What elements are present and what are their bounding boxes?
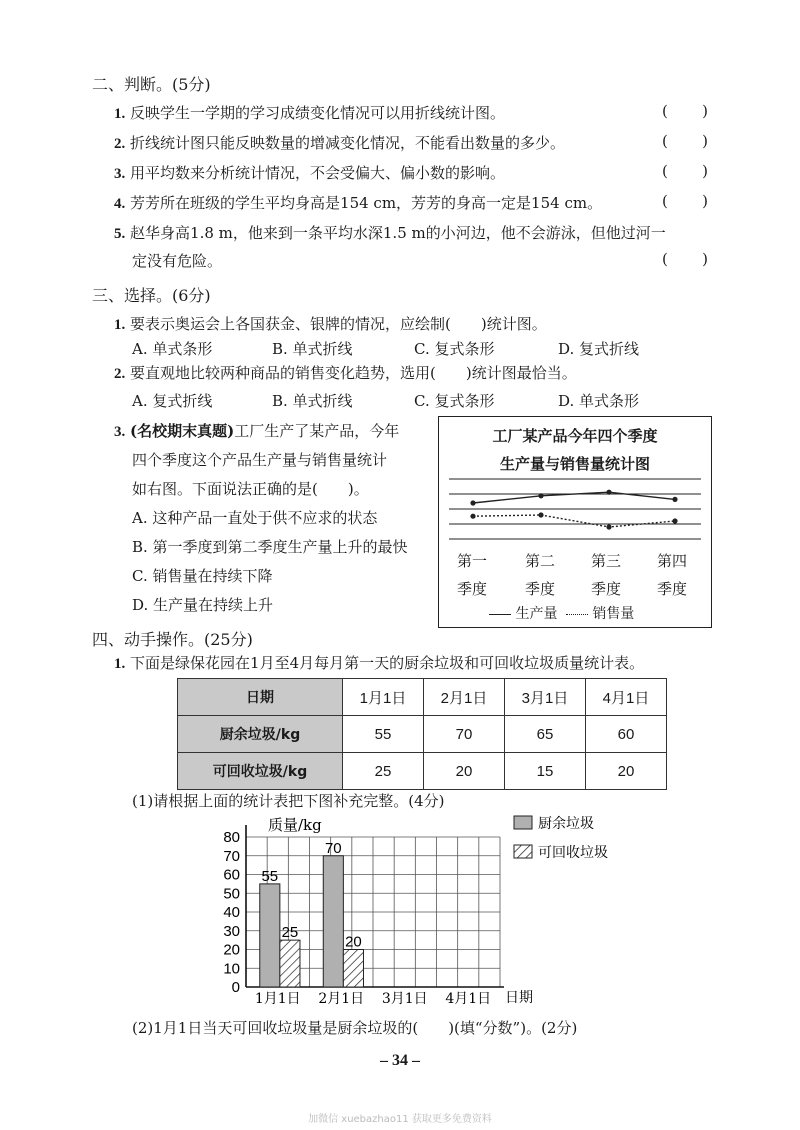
exam-tag: (名校期末真题) [130, 422, 235, 440]
y-tick-label: 30 [223, 922, 240, 940]
q1-option-b[interactable]: B. 单式折线 [272, 340, 353, 358]
table-cell: 65 [505, 716, 586, 753]
item-text: 要直观地比较两种商品的销售变化趋势，选用( )统计图最恰当。 [130, 364, 577, 382]
q2-option-a[interactable]: A. 复式折线 [132, 392, 213, 410]
item-number: 1. [114, 317, 126, 333]
table-row-label: 厨余垃圾/kg [178, 716, 343, 753]
q2-option-b[interactable]: B. 单式折线 [272, 392, 353, 410]
recycle-bar [280, 940, 300, 987]
q3-cat-1: 第一 季度 [457, 552, 488, 598]
table-header-cell: 日期 [178, 679, 343, 716]
sub-question-1: (1)请根据上面的统计表把下图补充完整。(4分) [132, 792, 445, 810]
item-number: 1. [114, 106, 126, 122]
q1-option-a[interactable]: A. 单式条形 [132, 340, 213, 358]
item-number: 3. [114, 424, 126, 440]
y-tick-label: 10 [223, 960, 240, 978]
table-cell: 55 [343, 716, 424, 753]
watermark: 加微信 xuebazhao11 获取更多免费资料 [308, 1114, 492, 1125]
q3-chart-title-2: 生产量与销售量统计图 [499, 455, 650, 473]
q3-cat-3: 第三 季度 [591, 552, 622, 598]
legend-swatch-food [514, 816, 532, 829]
item-text: 工厂生产了某产品，今年 [234, 422, 400, 440]
table-header-cell: 4月1日 [586, 679, 667, 716]
table-cell: 70 [424, 716, 505, 753]
legend-production: 生产量 [515, 606, 558, 622]
choice-q3-line2: 四个季度这个产品生产量与销售量统计 [132, 451, 388, 469]
item-number: 2. [114, 136, 126, 152]
q2-option-c[interactable]: C. 复式条形 [414, 392, 495, 410]
table-cell: 20 [424, 753, 505, 790]
judge-item-5-cont: 定没有危险。 [132, 252, 223, 270]
item-text: 折线统计图只能反映数量的增减变化情况，不能看出数量的多少。 [130, 134, 566, 152]
bar-value-label: 55 [261, 867, 279, 885]
q3-cat-4: 第四 季度 [657, 552, 688, 598]
table-cell: 15 [505, 753, 586, 790]
q3-option-b[interactable]: B. 第一季度到第二季度生产量上升的最快 [132, 538, 408, 556]
legend-food: 厨余垃圾 [538, 816, 594, 832]
table-cell: 25 [343, 753, 424, 790]
item-number: 4. [114, 196, 126, 212]
q2-option-d[interactable]: D. 单式条形 [558, 392, 640, 410]
x-axis-label: 日期 [505, 990, 533, 1006]
y-axis-label: 质量/kg [268, 816, 322, 834]
y-tick-label: 0 [231, 979, 240, 996]
x-category-label: 3月1日 [381, 991, 428, 1007]
y-tick-label: 40 [223, 904, 240, 921]
section-2-title: 二、判断。(5分) [92, 75, 211, 94]
item-text: 反映学生一学期的学习成绩变化情况可以用折线统计图。 [130, 104, 506, 122]
table-header-cell: 3月1日 [505, 679, 586, 716]
y-tick-label: 20 [223, 941, 240, 959]
item-text: 用平均数来分析统计情况，不会受偏大、偏小数的影响。 [130, 164, 506, 182]
item-text: 芳芳所在班级的学生平均身高是154 cm，芳芳的身高一定是154 cm。 [130, 194, 603, 212]
item-text: 下面是绿保花园在1月至4月每月第一天的厨余垃圾和可回收垃圾质量统计表。 [130, 654, 645, 672]
item-number: 2. [114, 366, 126, 382]
recycle-bar [343, 950, 363, 988]
table-cell: 60 [586, 716, 667, 753]
section-3-title: 三、选择。(6分) [92, 286, 211, 305]
item-text: 赵华身高1.8 m，他来到一条平均水深1.5 m的小河边，他不会游泳，但他过河一 [130, 224, 666, 242]
bar-value-label: 25 [281, 924, 299, 942]
sub-question-2: (2)1月1日当天可回收垃圾量是厨余垃圾的( )(填“分数”)。(2分) [132, 1019, 578, 1037]
item-number: 1. [114, 656, 126, 672]
table-header-cell: 2月1日 [424, 679, 505, 716]
table-cell: 20 [586, 753, 667, 790]
y-tick-label: 70 [223, 847, 240, 865]
choice-q3-line3: 如右图。下面说法正确的是( )。 [132, 480, 369, 498]
table-row-label: 可回收垃圾/kg [178, 753, 343, 790]
q1-option-c[interactable]: C. 复式条形 [414, 340, 495, 358]
y-tick-label: 60 [223, 866, 240, 884]
item-text: 要表示奥运会上各国获金、银牌的情况，应绘制( )统计图。 [130, 315, 547, 333]
q3-option-a[interactable]: A. 这种产品一直处于供不应求的状态 [132, 509, 378, 527]
q1-option-d[interactable]: D. 复式折线 [558, 340, 640, 358]
food-waste-bar [323, 856, 343, 987]
y-tick-label: 50 [223, 885, 240, 903]
legend-swatch-recycle [514, 845, 532, 858]
page-number: – 34 – [380, 1052, 420, 1069]
y-tick-label: 80 [223, 829, 240, 846]
q3-option-c[interactable]: C. 销售量在持续下降 [132, 567, 273, 585]
food-waste-bar [260, 884, 280, 987]
bar-value-label: 20 [345, 933, 362, 951]
table-header-cell: 1月1日 [343, 679, 424, 716]
item-number: 5. [114, 226, 126, 242]
legend-sales: 销售量 [592, 606, 635, 622]
item-number: 3. [114, 166, 126, 182]
legend-recycle: 可回收垃圾 [538, 845, 608, 861]
q3-cat-2: 第二 季度 [525, 552, 556, 598]
section-4-title: 四、动手操作。(25分) [92, 630, 253, 649]
x-category-label: 2月1日 [318, 991, 365, 1007]
q3-option-d[interactable]: D. 生产量在持续上升 [132, 596, 274, 614]
q3-chart-title-1: 工厂某产品今年四个季度 [492, 427, 658, 445]
x-category-label: 1月1日 [254, 991, 301, 1007]
x-category-label: 4月1日 [445, 991, 492, 1007]
bar-value-label: 70 [324, 839, 342, 857]
